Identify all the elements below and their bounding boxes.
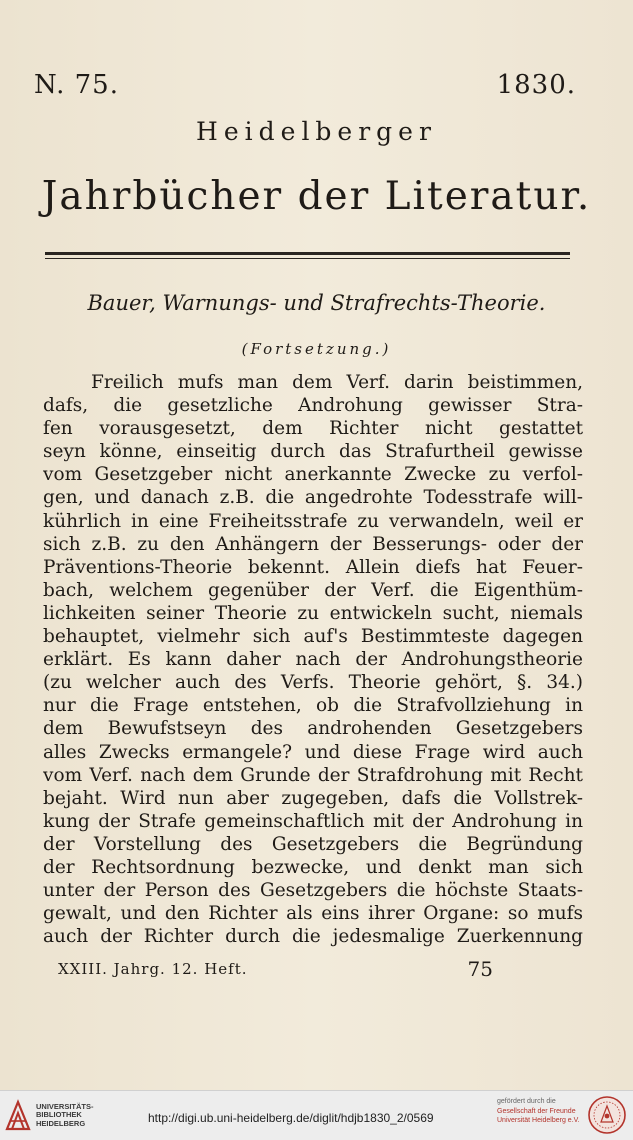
library-logo-icon[interactable]: [5, 1099, 31, 1131]
sponsor-line: Gesellschaft der Freunde: [497, 1107, 576, 1115]
thick-divider: [45, 252, 570, 255]
library-name-line: UNIVERSITÄTS-: [36, 1102, 94, 1111]
text-line: vom Verf. nach dem Grunde der Strafdrohung mit Recht: [43, 764, 583, 786]
text-line: Freilich mufs man dem Verf. darin beistimmen,: [91, 372, 583, 393]
text-line: dafs, die gesetzliche Androhung gewisser Stra-: [43, 395, 583, 417]
issue-year: 1830.: [496, 70, 576, 100]
text-line: der Vorstellung des Gesetzgebers die Begründung: [43, 833, 583, 855]
text-line: gewalt, und den Richter als eins ihrer Organe: so mufs: [43, 903, 583, 925]
text-line: kung der Strafe gemeinschaftlich mit der Androhung in: [43, 810, 583, 832]
text-line: behauptet, vielmehr sich auf's Bestimmteste dagegen: [43, 626, 583, 648]
text-line: erklärt. Es kann daher nach der Androhungstheorie: [43, 649, 583, 671]
article-body: [43, 371, 583, 948]
text-line: unter der Person des Gesetzgebers die höchste Staats-: [43, 880, 583, 902]
text-line: bach, welchem gegenüber der Verf. die Eigenthüm-: [43, 579, 583, 601]
text-line: seyn könne, einseitig durch das Strafurtheil gewisse: [43, 441, 583, 463]
text-line: alles Zwecks ermangele? und diese Frage wird auch: [43, 741, 583, 763]
text-line: bejaht. Wird nun aber zugegeben, dafs die Vollstrek-: [43, 787, 583, 809]
journal-title-line2: Jahrbücher der Literatur.: [41, 174, 592, 219]
permalink-url[interactable]: http://digi.ub.uni-heidelberg.de/diglit/hdjb1830_2/0569: [148, 1111, 434, 1125]
text-line: nur die Frage entstehen, ob die Strafvollziehung in: [43, 695, 583, 717]
page-number: 75: [467, 957, 493, 981]
library-name-line: HEIDELBERG: [36, 1118, 86, 1128]
university-seal-icon: [587, 1095, 627, 1135]
text-line: dem Bewufstseyn des androhenden Gesetzgebers: [43, 718, 583, 740]
issue-number: N. 75.: [34, 70, 119, 100]
signature-mark: XXIII. Jahrg. 12. Heft.: [58, 960, 248, 978]
journal-title-line1: Heidelberger: [196, 117, 437, 146]
text-line: (zu welcher auch des Verfs. Theorie gehört, §. 34.): [43, 672, 583, 694]
library-name-line: BIBLIOTHEK: [36, 1110, 82, 1120]
sponsor-line: gefördert durch die: [497, 1098, 556, 1105]
text-line: sich z.B. zu den Anhängern der Besserungs- oder der: [43, 533, 583, 555]
text-line: lichkeiten seiner Theorie zu entwickeln sucht, niemals: [43, 602, 583, 624]
text-line: Präventions-Theorie bekennt. Allein diefs hat Feuer-: [43, 556, 583, 578]
text-line: der Rechtsordnung bezwecke, und denkt man sich: [43, 856, 583, 878]
text-line: fen vorausgesetzt, dem Richter nicht gestattet: [43, 418, 583, 440]
viewer-footer-bar: [0, 1090, 633, 1140]
thin-divider: [45, 258, 570, 259]
sponsor-line: Universität Heidelberg e.V.: [497, 1117, 580, 1125]
text-line: auch der Richter durch die jedesmalige Zuerkennung: [43, 926, 583, 948]
text-line: kührlich in eine Freiheitsstrafe zu verwandeln, weil er: [43, 510, 583, 532]
library-name[interactable]: [36, 1103, 94, 1128]
continuation-note: (Fortsetzung.): [241, 340, 392, 358]
text-line: gen, und danach z.B. die angedrohte Todesstrafe will-: [43, 487, 583, 509]
sponsor-note[interactable]: [497, 1097, 580, 1126]
article-title: Bauer, Warnungs- und Strafrechts-Theorie.: [87, 291, 546, 315]
text-line: vom Gesetzgeber nicht anerkannte Zwecke zu verfol-: [43, 464, 583, 486]
